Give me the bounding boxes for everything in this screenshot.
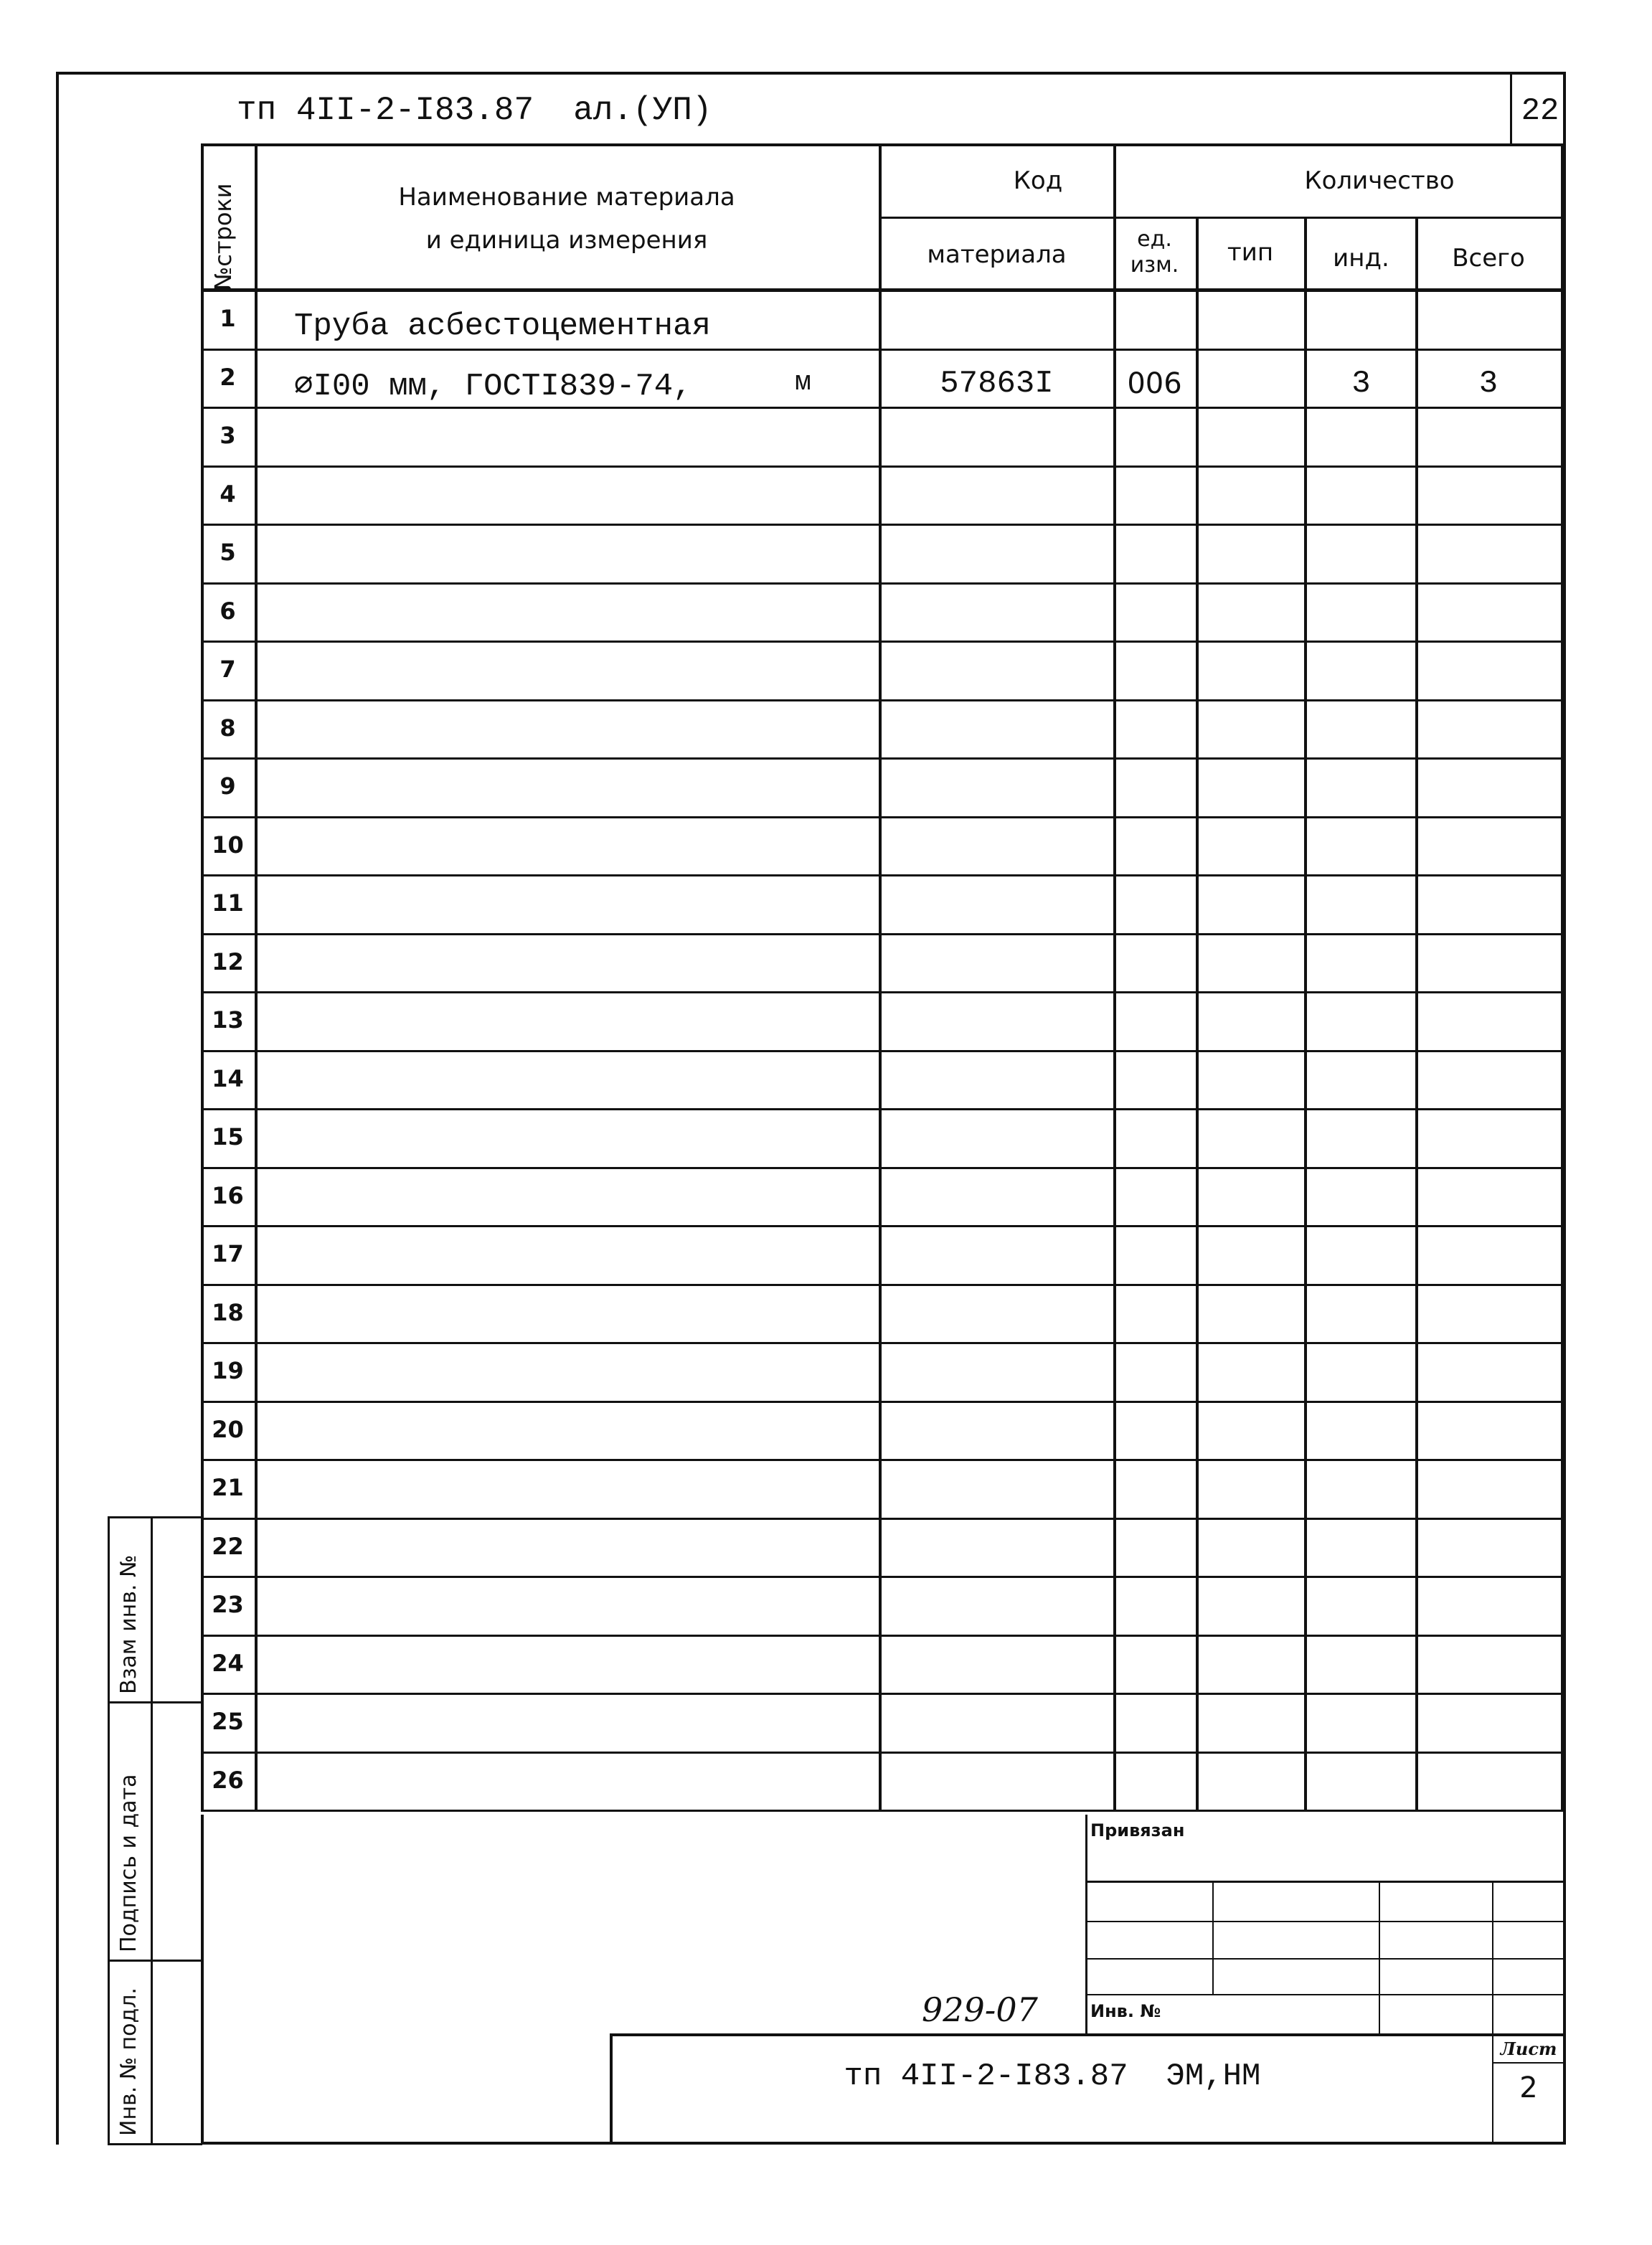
row-line-10	[201, 874, 1564, 876]
row-line-5	[201, 582, 1564, 585]
row-number: 26	[212, 1766, 244, 1794]
row-line-8	[201, 757, 1564, 760]
row-line-25	[201, 1752, 1564, 1754]
row-line-2	[201, 407, 1564, 409]
row-line-6	[201, 641, 1564, 643]
row-number: 6	[220, 597, 236, 625]
row-number: 17	[212, 1240, 244, 1267]
row2-material-code: 57863I	[940, 366, 1054, 402]
col-line-4	[1196, 217, 1199, 1810]
row-line-21	[201, 1518, 1564, 1520]
row-line-9	[201, 816, 1564, 818]
row-line-12	[201, 991, 1564, 993]
row-line-23	[201, 1635, 1564, 1637]
header-type: тип	[1227, 238, 1274, 267]
row-number: 16	[212, 1181, 244, 1209]
row-line-22	[201, 1576, 1564, 1578]
row2-unit-name: м	[795, 367, 811, 398]
header-name-line1: Наименование материала	[398, 183, 735, 212]
tb-col-d	[1492, 1881, 1493, 2145]
title-left	[201, 1815, 204, 2145]
row2-ind: 3	[1351, 366, 1371, 402]
stamp-podpis-data: Подпись и дата	[116, 1774, 141, 1952]
stamp-inv-podl: Инв. № подл.	[116, 1988, 141, 2136]
frame-top	[56, 72, 1566, 75]
header-unit-line1: ед.	[1137, 227, 1172, 252]
row-line-20	[201, 1459, 1564, 1461]
sheet-label: Лист	[1500, 2038, 1557, 2059]
bottom-document-code: тп 4II-2-I83.87 ЭМ,НМ	[844, 2059, 1261, 2094]
stamp-top	[108, 1516, 202, 1518]
stamp-vzam-inv: Взам инв. №	[116, 1554, 141, 1694]
row-line-19	[201, 1401, 1564, 1403]
row2-unit-code: 006	[1127, 367, 1182, 400]
col-line-6	[1415, 217, 1418, 1810]
row-line-14	[201, 1108, 1564, 1110]
stamp-inner-edge	[151, 1516, 153, 2145]
header-unit-line2: изм.	[1130, 252, 1179, 278]
row-line-18	[201, 1342, 1564, 1344]
row-line-7	[201, 699, 1564, 701]
row2-total: 3	[1478, 366, 1498, 402]
title-bottom	[201, 2142, 1564, 2145]
row-number: 18	[212, 1298, 244, 1326]
row-line-4	[201, 524, 1564, 526]
header-code: Код	[1013, 166, 1063, 195]
row-number: 13	[212, 1006, 244, 1034]
row-line-13	[201, 1050, 1564, 1052]
row2-name: ⌀I00 мм, ГОСТI839-74,	[294, 369, 692, 405]
row-number: 22	[212, 1532, 244, 1560]
row-number: 21	[212, 1474, 244, 1501]
row-number: 15	[212, 1123, 244, 1150]
row-line-16	[201, 1225, 1564, 1227]
row-number: 7	[220, 656, 236, 683]
header-quantity: Количество	[1304, 166, 1455, 195]
tb-col-b	[1212, 1881, 1214, 1994]
inv-no-label: Инв. №	[1090, 2001, 1161, 2021]
stamp-div-2	[108, 1960, 202, 1962]
header-bottom-line	[201, 288, 1564, 292]
stamp-div-1	[108, 1701, 202, 1703]
header-row-number: №строки	[209, 183, 237, 290]
row-number: 2	[220, 363, 236, 391]
row-number: 14	[212, 1064, 244, 1092]
tb-stamp-top	[610, 2033, 1564, 2036]
stamp-bottom	[108, 2143, 202, 2145]
top-document-code: тп 4II-2-I83.87 ал.(УП)	[237, 92, 712, 129]
row-number: 24	[212, 1649, 244, 1677]
row-line-24	[201, 1693, 1564, 1695]
stamp-left-edge	[108, 1516, 110, 2145]
header-material: материала	[927, 240, 1067, 269]
row-line-11	[201, 933, 1564, 935]
row-line-15	[201, 1167, 1564, 1169]
header-ind: инд.	[1333, 244, 1389, 273]
row-number: 3	[220, 422, 236, 449]
col-line-7	[1561, 143, 1564, 1810]
row-line-1	[201, 349, 1564, 351]
frame-left	[56, 72, 59, 2145]
row-number: 25	[212, 1708, 244, 1735]
tb-sheet-line	[1492, 2062, 1564, 2064]
header-subline	[879, 217, 1564, 219]
sheet-number: 2	[1519, 2071, 1538, 2104]
row-number: 20	[212, 1415, 244, 1443]
page-number: 22	[1521, 93, 1559, 129]
handwritten-number: 929-07	[922, 1990, 1038, 2029]
row-number: 11	[212, 889, 244, 917]
page-number-divider	[1510, 72, 1512, 145]
header-total: Всего	[1452, 244, 1525, 273]
tb-col-a	[1085, 1815, 1087, 2033]
row-number: 12	[212, 947, 244, 975]
row-line-26	[201, 1810, 1564, 1812]
row-number: 23	[212, 1591, 244, 1618]
row-number: 5	[220, 539, 236, 566]
row-number: 1	[220, 305, 236, 332]
header-name-line2: и единица измерения	[425, 226, 708, 255]
row-number: 10	[212, 831, 244, 859]
col-line-0	[201, 143, 204, 1810]
col-line-5	[1304, 217, 1307, 1810]
row1-name: Труба асбестоцементная	[294, 308, 711, 344]
row-number: 8	[220, 714, 236, 742]
table-top-line	[201, 143, 1564, 146]
row-number: 19	[212, 1357, 244, 1384]
row-line-3	[201, 465, 1564, 468]
privyazan-label: Привязан	[1090, 1820, 1185, 1840]
row-number: 9	[220, 772, 236, 800]
tb-col-c	[1379, 1881, 1380, 2033]
row-number: 4	[220, 480, 236, 508]
row-line-17	[201, 1284, 1564, 1286]
col-line-1	[255, 143, 258, 1810]
